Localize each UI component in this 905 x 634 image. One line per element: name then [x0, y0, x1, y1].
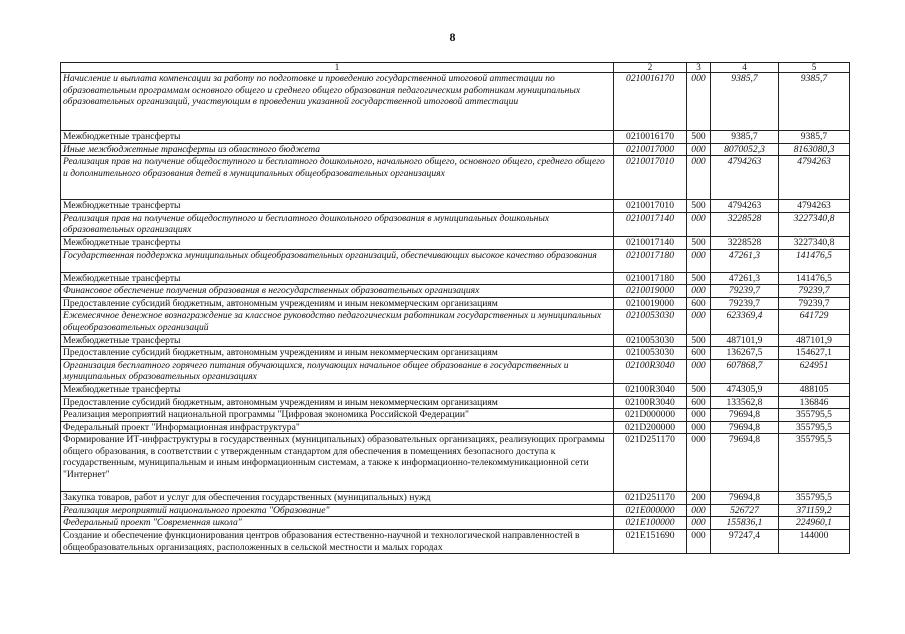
- row-code: 0210017010: [614, 156, 687, 200]
- row-code: 021D200000: [614, 421, 687, 434]
- row-value-1: 155836,1: [711, 517, 779, 530]
- table-row: [61, 359, 850, 383]
- row-name: Реализация прав на получение общедоступного и бесплатного дошкольного образования в муниципальных дошкольных образовательных организациях: [61, 212, 614, 236]
- header-cell: 2: [614, 63, 687, 73]
- row-name: Финансовое обеспечение получения образования в негосударственных образовательных организациях: [61, 285, 614, 298]
- row-value-1: 47261,3: [711, 249, 779, 272]
- row-value-1: 487101,9: [711, 334, 779, 347]
- row-code: 0210019000: [614, 285, 687, 298]
- row-value-1: 9385,7: [711, 131, 779, 144]
- row-value-1: 9385,7: [711, 73, 779, 131]
- row-value-2: 141476,5: [779, 272, 850, 285]
- row-value-2: 355795,5: [779, 434, 850, 492]
- row-value-2: 136846: [779, 396, 850, 409]
- row-type: 500: [687, 236, 711, 249]
- page-number: 8: [449, 30, 456, 44]
- row-code: 0210017180: [614, 272, 687, 285]
- row-value-1: 4794263: [711, 156, 779, 200]
- row-code: 0210017140: [614, 236, 687, 249]
- row-value-2: 141476,5: [779, 249, 850, 272]
- table-row: [61, 517, 850, 530]
- row-value-2: 9385,7: [779, 73, 850, 131]
- row-type: 500: [687, 200, 711, 213]
- row-type: 200: [687, 492, 711, 505]
- table-row: [61, 73, 850, 131]
- table-row: [61, 212, 850, 236]
- row-value-2: 488105: [779, 383, 850, 396]
- row-name: Межбюджетные трансферты: [61, 131, 614, 144]
- row-value-1: 4794263: [711, 200, 779, 213]
- row-code: 0210017180: [614, 249, 687, 272]
- row-code: 021E000000: [614, 504, 687, 517]
- row-type: 000: [687, 249, 711, 272]
- row-code: 02100R3040: [614, 383, 687, 396]
- row-value-2: 624951: [779, 359, 850, 383]
- table-row: [61, 492, 850, 505]
- row-name: Межбюджетные трансферты: [61, 334, 614, 347]
- header-cell: 5: [779, 63, 850, 73]
- row-value-2: 79239,7: [779, 285, 850, 298]
- row-type: 000: [687, 156, 711, 200]
- row-name: Федеральный проект "Современная школа": [61, 517, 614, 530]
- row-value-2: 9385,7: [779, 131, 850, 144]
- row-type: 500: [687, 383, 711, 396]
- row-type: 000: [687, 517, 711, 530]
- row-name: Межбюджетные трансферты: [61, 236, 614, 249]
- row-code: 0210053030: [614, 347, 687, 360]
- row-name: Предоставление субсидий бюджетным, автономным учреждениям и иным некоммерческим организациям: [61, 297, 614, 310]
- row-name: Реализация мероприятий национального проекта "Образование": [61, 504, 614, 517]
- row-name: Предоставление субсидий бюджетным, автономным учреждениям и иным некоммерческим организациям: [61, 347, 614, 360]
- row-value-1: 79694,8: [711, 409, 779, 422]
- row-name: Создание и обеспечение функционирования центров образования естественно-научной и технологической направленностей в общеобразовательных организациях, расположенных в сельской местности и малых городах: [61, 530, 614, 554]
- row-type: 000: [687, 409, 711, 422]
- row-code: 021D000000: [614, 409, 687, 422]
- row-type: 500: [687, 272, 711, 285]
- row-name: Иные межбюджетные трансферты из областного бюджета: [61, 143, 614, 156]
- row-value-1: 79694,8: [711, 434, 779, 492]
- table-row: [61, 236, 850, 249]
- row-value-2: 355795,5: [779, 421, 850, 434]
- row-name: Государственная поддержка муниципальных общеобразовательных организаций, обеспечивающих высокое качество образования: [61, 249, 614, 272]
- table-row: [61, 334, 850, 347]
- table-row: [61, 347, 850, 360]
- table-row: [61, 297, 850, 310]
- row-type: 600: [687, 347, 711, 360]
- row-type: 000: [687, 310, 711, 334]
- row-value-2: 79239,7: [779, 297, 850, 310]
- row-code: 02100R3040: [614, 359, 687, 383]
- row-name: Ежемесячное денежное вознаграждение за классное руководство педагогическим работникам государственных и муниципальных общеобразовательных организаций: [61, 310, 614, 334]
- row-code: 0210053030: [614, 310, 687, 334]
- row-value-2: 144000: [779, 530, 850, 554]
- row-name: Реализация прав на получение общедоступного и бесплатного дошкольного, начального общего, основного общего, среднего общего и дополнительного образования детей в муниципальных общеобразовательных организациях: [61, 156, 614, 200]
- row-value-1: 526727: [711, 504, 779, 517]
- row-name: Межбюджетные трансферты: [61, 272, 614, 285]
- row-value-2: 4794263: [779, 200, 850, 213]
- row-value-2: 641729: [779, 310, 850, 334]
- row-code: 0210016170: [614, 73, 687, 131]
- table-row: [61, 530, 850, 554]
- row-value-1: 136267,5: [711, 347, 779, 360]
- row-code: 021E151690: [614, 530, 687, 554]
- table-row: [61, 156, 850, 200]
- budget-table: [60, 62, 850, 554]
- row-value-2: 154627,1: [779, 347, 850, 360]
- header-cell: 3: [687, 63, 711, 73]
- row-value-1: 97247,4: [711, 530, 779, 554]
- row-value-1: 79239,7: [711, 285, 779, 298]
- row-value-2: 371159,2: [779, 504, 850, 517]
- table-row: [61, 504, 850, 517]
- row-value-2: 487101,9: [779, 334, 850, 347]
- row-name: Закупка товаров, работ и услуг для обеспечения государственных (муниципальных) нужд: [61, 492, 614, 505]
- row-type: 600: [687, 396, 711, 409]
- row-type: 000: [687, 285, 711, 298]
- row-name: Межбюджетные трансферты: [61, 200, 614, 213]
- row-value-2: 3227340,8: [779, 212, 850, 236]
- row-name: Федеральный проект "Информационная инфраструктура": [61, 421, 614, 434]
- row-type: 500: [687, 334, 711, 347]
- table-row: [61, 383, 850, 396]
- row-value-1: 607868,7: [711, 359, 779, 383]
- row-type: 000: [687, 359, 711, 383]
- row-value-2: 8163080,3: [779, 143, 850, 156]
- table-row: [61, 272, 850, 285]
- row-name: Начисление и выплата компенсации за работу по подготовке и проведению государственной итоговой аттестации по образовательным программам основного общего и среднего общего образования педагогическим работникам муниципальных образовательных организаций, участвующим в проведении указанной государственной итоговой аттестации: [61, 73, 614, 131]
- row-code: 021E100000: [614, 517, 687, 530]
- row-type: 000: [687, 143, 711, 156]
- row-type: 000: [687, 434, 711, 492]
- row-value-2: 3227340,8: [779, 236, 850, 249]
- row-value-1: 133562,8: [711, 396, 779, 409]
- row-name: Реализация мероприятий национальной программы "Цифровая экономика Российской Федерации": [61, 409, 614, 422]
- row-value-1: 3228528: [711, 212, 779, 236]
- row-value-1: 47261,3: [711, 272, 779, 285]
- row-code: 0210016170: [614, 131, 687, 144]
- row-type: 000: [687, 212, 711, 236]
- row-type: 000: [687, 73, 711, 131]
- row-type: 000: [687, 504, 711, 517]
- table-row: [61, 143, 850, 156]
- table-row: [61, 396, 850, 409]
- row-value-2: 4794263: [779, 156, 850, 200]
- row-value-2: 355795,5: [779, 492, 850, 505]
- row-code: 02100R3040: [614, 396, 687, 409]
- row-value-2: 224960,1: [779, 517, 850, 530]
- table-row: [61, 249, 850, 272]
- header-cell: 4: [711, 63, 779, 73]
- row-code: 021D251170: [614, 434, 687, 492]
- row-value-1: 623369,4: [711, 310, 779, 334]
- table-row: [61, 131, 850, 144]
- row-code: 0210017140: [614, 212, 687, 236]
- row-value-1: 3228528: [711, 236, 779, 249]
- row-code: 0210019000: [614, 297, 687, 310]
- row-value-1: 8070052,3: [711, 143, 779, 156]
- row-code: 0210053030: [614, 334, 687, 347]
- table-row: [61, 434, 850, 492]
- table-row: [61, 310, 850, 334]
- row-code: 0210017000: [614, 143, 687, 156]
- row-value-1: 79239,7: [711, 297, 779, 310]
- row-code: 0210017010: [614, 200, 687, 213]
- table-row: [61, 285, 850, 298]
- row-name: Организация бесплатного горячего питания обучающихся, получающих начальное общее образование в государственных и муниципальных образовательных организациях: [61, 359, 614, 383]
- row-type: 600: [687, 297, 711, 310]
- row-value-1: 474305,9: [711, 383, 779, 396]
- row-value-2: 355795,5: [779, 409, 850, 422]
- row-value-1: 79694,8: [711, 492, 779, 505]
- table-row: [61, 409, 850, 422]
- row-name: Межбюджетные трансферты: [61, 383, 614, 396]
- row-value-1: 79694,8: [711, 421, 779, 434]
- row-type: 500: [687, 131, 711, 144]
- row-name: Формирование ИТ-инфраструктуры в государственных (муниципальных) образовательных организациях, реализующих программы общего образования, в соответствии с утвержденным стандартом для обеспечения в помещениях безопасного доступа к государственным, муниципальным и иным информационным системам, а также к информационно-телекоммуникационной сети "Интернет": [61, 434, 614, 492]
- row-code: 021D251170: [614, 492, 687, 505]
- table-row: [61, 200, 850, 213]
- row-type: 000: [687, 421, 711, 434]
- header-cell: 1: [61, 63, 614, 73]
- table-row: [61, 421, 850, 434]
- row-name: Предоставление субсидий бюджетным, автономным учреждениям и иным некоммерческим организациям: [61, 396, 614, 409]
- header-row: [61, 63, 850, 73]
- row-type: 000: [687, 530, 711, 554]
